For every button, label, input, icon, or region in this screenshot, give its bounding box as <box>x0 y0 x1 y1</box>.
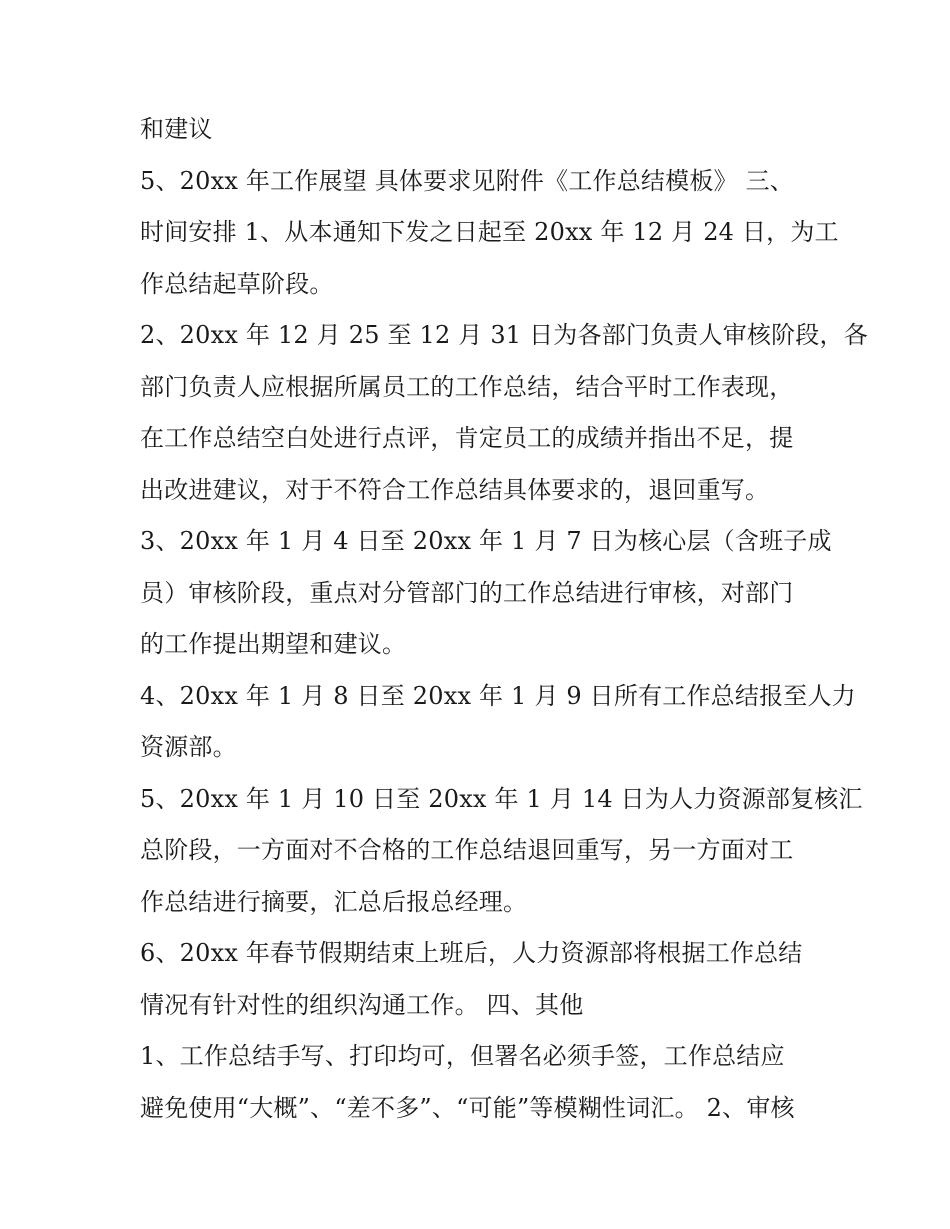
text-line: 员）审核阶段，重点对分管部门的工作总结进行审核，对部门 <box>140 578 794 607</box>
text-line: 6、20xx 年春节假期结束上班后，人力资源部将根据工作总结 <box>140 939 803 967</box>
text-line: 4、20xx 年 1 月 8 日至 20xx 年 1 月 9 日所有工作总结报至人力 <box>140 681 856 710</box>
text-line: 时间安排 1、从本通知下发之日起至 20xx 年 12 月 24 日，为工 <box>140 218 839 246</box>
text-line: 5、20xx 年 1 月 10 日至 20xx 年 1 月 14 日为人力资源部复核汇 <box>140 784 863 813</box>
text-line: 情况有针对性的组织沟通工作。 四、其他 <box>140 990 584 1019</box>
text-line: 总阶段，一方面对不合格的工作总结退回重写，另一方面对工 <box>140 836 794 864</box>
text-line: 部门负责人应根据所属员工的工作总结，结合平时工作表现， <box>140 372 794 401</box>
text-line: 作总结进行摘要，汇总后报总经理。 <box>140 887 528 916</box>
text-line: 5、20xx 年工作展望 具体要求见附件《工作总结模板》 三、 <box>140 166 794 195</box>
text-line: 2、20xx 年 12 月 25 至 12 月 31 日为各部门负责人审核阶段，各 <box>140 321 868 349</box>
text-line: 1、工作总结手写、打印均可，但署名必须手签，工作总结应 <box>140 1042 785 1070</box>
text-line: 出改进建议，对于不符合工作总结具体要求的，退回重写。 <box>140 475 770 504</box>
text-line: 的工作提出期望和建议。 <box>140 630 407 658</box>
text-line: 作总结起草阶段。 <box>140 269 334 298</box>
text-line: 和建议 <box>140 115 213 143</box>
document-body <box>140 104 868 1134</box>
text-line: 在工作总结空白处进行点评，肯定员工的成绩并指出不足，提 <box>140 424 794 452</box>
text-line: 3、20xx 年 1 月 4 日至 20xx 年 1 月 7 日为核心层（含班子成 <box>140 527 832 555</box>
text-line: 避免使用“大概”、“差不多”、“可能”等模糊性词汇。 2、审核 <box>140 1093 795 1122</box>
text-line: 资源部。 <box>140 733 237 761</box>
